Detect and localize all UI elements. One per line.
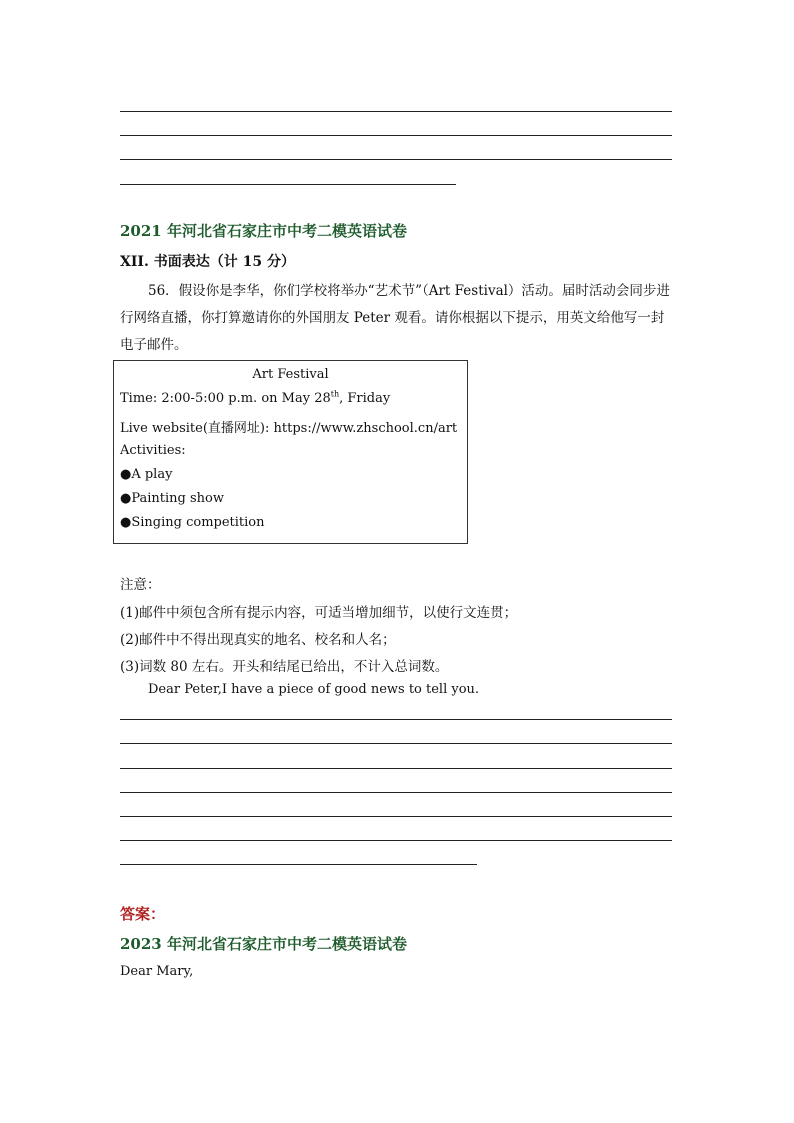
writing-line bbox=[120, 792, 672, 793]
answer-exam-title: 2023 年河北省石家庄市中考二模英语试卷 bbox=[120, 935, 407, 953]
letter-opening: Dear Peter,I have a piece of good news to tell you. bbox=[148, 682, 480, 697]
time-sup: th bbox=[330, 389, 340, 399]
answer-greeting: Dear Mary, bbox=[120, 964, 194, 979]
box-title: Art Festival bbox=[252, 367, 329, 382]
time-day: , Friday bbox=[339, 391, 391, 406]
note-item: (3)词数 80 左右。开头和结尾已给出，不计入总词数。 bbox=[120, 659, 449, 675]
activity-item: ●Singing competition bbox=[120, 515, 265, 530]
answer-line bbox=[120, 159, 672, 160]
exam-title: 2021 年河北省石家庄市中考二模英语试卷 bbox=[120, 222, 407, 240]
box-time bbox=[120, 391, 390, 406]
notes-heading: 注意： bbox=[120, 577, 161, 593]
note-item: (1)邮件中须包含所有提示内容，可适当增加细节，以使行文连贯； bbox=[120, 605, 518, 621]
writing-line bbox=[120, 768, 672, 769]
writing-line bbox=[120, 816, 672, 817]
section-heading: XII. 书面表达（计 15 分） bbox=[120, 254, 295, 270]
writing-line bbox=[120, 719, 672, 720]
activity-item: ●A play bbox=[120, 467, 173, 482]
answer-line bbox=[120, 111, 672, 112]
answer-line bbox=[120, 135, 672, 136]
box-website: Live website(直播网址): https://www.zhschool.cn/art bbox=[120, 421, 458, 436]
writing-line bbox=[120, 864, 477, 865]
festival-info-box bbox=[113, 360, 468, 544]
question-text-line-2: 行网络直播，你打算邀请你的外国朋友 Peter 观看。请你根据以下提示，用英文给他写一封 bbox=[120, 310, 665, 326]
question-text-line-3: 电子邮件。 bbox=[120, 337, 188, 353]
answer-label: 答案： bbox=[120, 905, 166, 923]
note-item: (2)邮件中不得出现真实的地名、校名和人名； bbox=[120, 632, 396, 648]
writing-line bbox=[120, 840, 672, 841]
answer-line bbox=[120, 184, 456, 185]
writing-line bbox=[120, 743, 672, 744]
activity-item: ●Painting show bbox=[120, 491, 224, 506]
time-text: Time: 2:00-5:00 p.m. on May 28 bbox=[120, 391, 331, 406]
question-text-line-1: 56．假设你是李华，你们学校将举办“艺术节”（Art Festival）活动。届时活动会同步进 bbox=[148, 283, 670, 299]
box-activities-label: Activities: bbox=[120, 443, 186, 458]
